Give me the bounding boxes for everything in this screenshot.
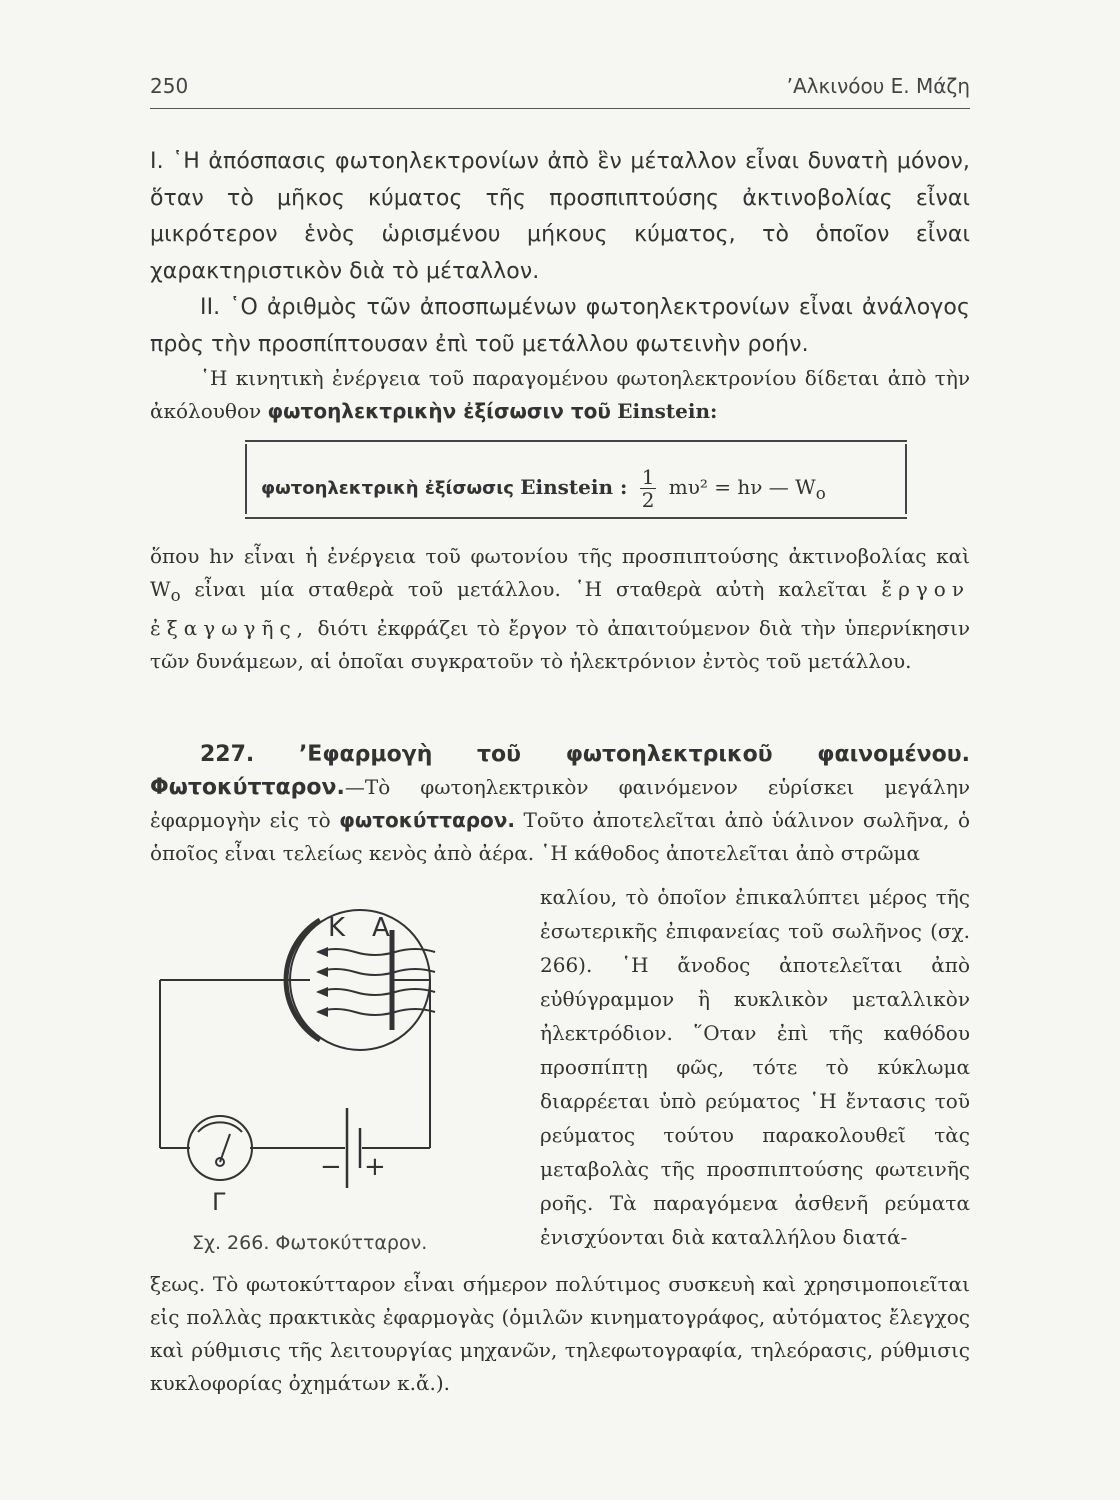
- cathode-label: K: [328, 913, 346, 943]
- photocell-diagram: [150, 890, 510, 1216]
- statement-one: I. ῾Η ἀπόσπασις φωτοηλεκτρονίων ἀπὸ ἓν μέταλλον εἶναι δυνατὴ μόνον, ὅταν τὸ μῆκος κύματος τῆς προσπιπτούσης ἀκτινοβολίας εἶναι μικρότερον ἑνὸς ὡρισμένου μήκους κύματος, τὸ ὁποῖον εἶναι χαρακτηριστικὸν διὰ τὸ μέταλλον.: [150, 149, 970, 284]
- equation-name: Einstein :: [520, 475, 628, 499]
- explanation-part3: διότι ἐκφράζει τὸ ἔργον τὸ ἀπαιτούμενον διὰ τὴν ὑπερνίκησιν τῶν δυνάμεων, αἱ ὁποῖαι συγκρατοῦν τὸ ἠλεκτρόνιον ἐντὸς τοῦ μετάλλου.: [150, 616, 970, 673]
- closing-paragraph: ξεως. Τὸ φωτοκύτταρον εἶναι σήμερον πολύτιμος συσκευὴ καὶ χρησιμοποιεῖται εἰς πολλὰς πρακτικὰς ἐφαρμογὰς (ὁμιλῶν κινηματογράφος, αὐτόματος ἔλεγχος καὶ ρύθμισις τῆς λειτουργίας μηχανῶν, τηλεφωτογραφία, τηλεόρασις, ρύθμισις κυκλοφορίας ὀχημάτων κ.ἄ.).: [150, 1272, 970, 1395]
- equation-fraction: [640, 466, 657, 511]
- section-227: [150, 738, 970, 870]
- page-number: 250: [150, 74, 189, 98]
- equation-box: [245, 444, 907, 514]
- explanation-part1: ὅπου hν εἶναι ἡ ἐνέργεια τοῦ φωτονίου τῆς προσπιπτούσης ἀκτινοβολίας καὶ W: [150, 544, 970, 601]
- equation-subscript: o: [815, 484, 826, 503]
- right-column-text: καλίου, τὸ ὁποῖον ἐπικαλύπτει μέρος τῆς ἐσωτερικῆς ἐπιφανείας τοῦ σωλῆνος (σχ. 266). ῾Η ἄνοδος ἀποτελεῖται ἀπὸ εὐθύγραμμον ἢ κυκλικὸν μεταλλικὸν ἠλεκτρόδιον. ῞Οταν ἐπὶ τῆς καθόδου προσπίπτῃ φῶς, τότε τὸ κύκλωμα διαρρέεται ὑπὸ ρεύματος ῾Η ἔντασις τοῦ ρεύματος τούτου παρακολουθεῖ τὰς μεταβολὰς τῆς προσπιπτούσης φωτεινῆς ροῆς. Τὰ παραγόμενα ἀσθενῆ ρεύματα ἐνισχύονται διὰ καταλλήλου διατά-: [540, 885, 970, 1249]
- galvanometer-label: Γ: [212, 1188, 226, 1216]
- intro-einstein: Einstein:: [617, 399, 718, 423]
- statement-two: II. ῾Ο ἀριθμὸς τῶν ἀποσπωμένων φωτοηλεκτρονίων εἶναι ἀνάλογος πρὸς τὴν προσπίπτουσαν ἐπὶ τοῦ μετάλλου φωτεινὴν ροήν.: [150, 295, 970, 357]
- intro-paragraph: [150, 362, 970, 428]
- light-rays: [318, 949, 435, 1015]
- battery-plus: +: [364, 1152, 386, 1182]
- equation-bottom-rule: [245, 517, 907, 519]
- explanation-paragraph: [150, 540, 970, 678]
- equation: [261, 466, 826, 511]
- section-text2: Τοῦτο ἀποτελεῖται ἀπὸ ὑάλινον σωλῆνα, ὁ ὁποῖος εἶναι τελείως κενὸς ἀπὸ ἀέρα. ῾Η κάθοδος ἀποτελεῖται ἀπὸ στρῶμα: [150, 808, 971, 865]
- galvanometer: [188, 1116, 252, 1180]
- equation-top-rule: [245, 440, 907, 442]
- ray-arrowheads: [316, 947, 328, 1017]
- explanation-sub: o: [170, 586, 181, 605]
- photocell-figure: [150, 890, 510, 1216]
- explanation-spaced-term: ἔργον ἐξαγωγῆς,: [150, 577, 970, 640]
- fraction-denominator: 2: [641, 488, 655, 512]
- running-title: ’Αλκινόου Ε. Μάζη: [786, 74, 970, 98]
- section-paragraph: [150, 738, 970, 870]
- section-heading: 227. ’Εφαρμογὴ τοῦ φωτοηλεκτρικοῦ φαινομένου. Φωτοκύτταρον.: [150, 742, 970, 800]
- section-text1: —Τὸ φωτοηλεκτρικὸν φαινόμενον εὑρίσκει μεγάλην ἐφαρμογὴν εἰς τὸ: [150, 775, 970, 832]
- section-bold-term: φωτοκύτταρον.: [339, 808, 515, 832]
- equation-label: φωτοηλεκτρικὴ ἐξίσωσις: [261, 478, 514, 499]
- intro-text: ῾Η κινητικὴ ἐνέργεια τοῦ παραγομένου φωτοηλεκτρονίου δίδεται ἀπὸ τὴν ἀκόλουθον: [150, 366, 970, 423]
- galvanometer-scale: [198, 1122, 242, 1132]
- page-header: [150, 74, 970, 104]
- intro-bold-term: φωτοηλεκτρικὴν ἐξίσωσιν τοῦ: [267, 399, 611, 423]
- equation-rhs: mυ² = hν — W: [668, 475, 816, 499]
- header-rule: [150, 108, 970, 109]
- explanation-part2: εἶναι μία σταθερὰ τοῦ μετάλλου. ῾Η σταθερὰ αὐτὴ καλεῖται: [180, 577, 868, 601]
- anode-label: A: [372, 913, 390, 943]
- battery-minus: −: [320, 1152, 342, 1182]
- figure-caption: Σχ. 266. Φωτοκύτταρον.: [192, 1232, 428, 1254]
- fraction-numerator: 1: [641, 465, 655, 489]
